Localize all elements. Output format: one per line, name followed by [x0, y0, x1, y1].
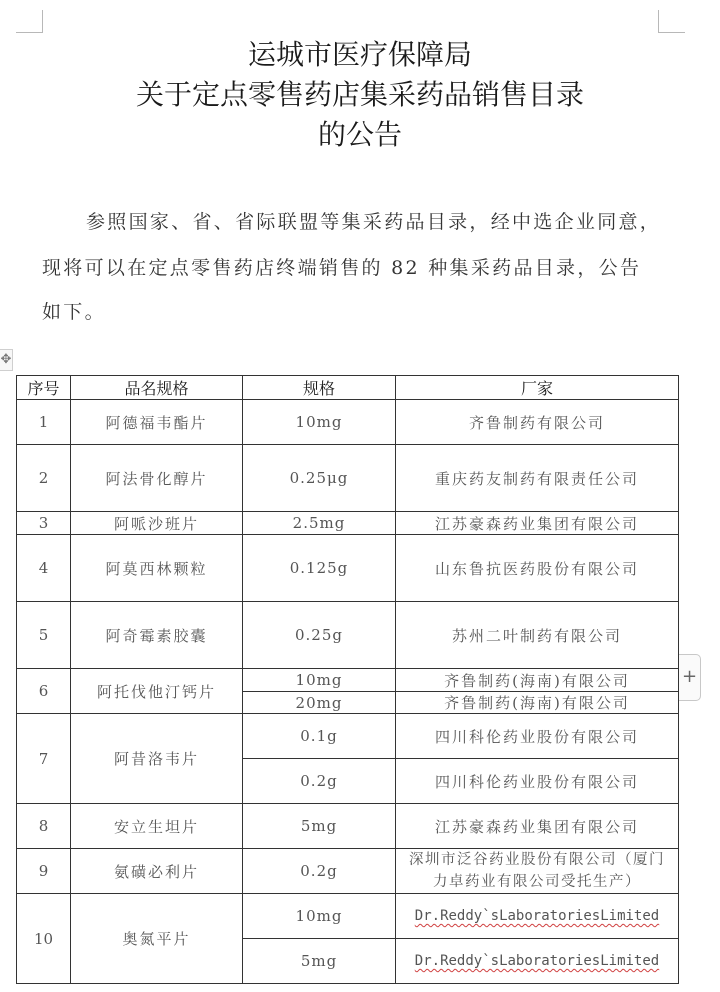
cell-name: 阿奇霉素胶囊 [71, 602, 243, 669]
table-row [17, 400, 679, 445]
cell-no: 5 [17, 602, 71, 669]
cell-name: 阿法骨化醇片 [71, 445, 243, 512]
drug-catalog-table [16, 375, 679, 984]
cell-maker-line-1: 深圳市泛谷药业股份有限公司（厦门 [409, 852, 665, 868]
header-spec: 规格 [243, 376, 396, 400]
cell-no: 9 [17, 849, 71, 894]
cell-name: 氨磺必利片 [71, 849, 243, 894]
cell-name: 阿托伐他汀钙片 [71, 669, 243, 714]
spellcheck-underlined-text: Dr.Reddy`sLaboratoriesLimited [414, 953, 660, 969]
spellcheck-underlined-text: Dr.Reddy`sLaboratoriesLimited [414, 908, 660, 924]
cell-maker: 四川科伦药业股份有限公司 [396, 714, 679, 759]
cell-spec: 0.125g [243, 535, 396, 602]
table-row [17, 714, 679, 759]
cell-name: 阿昔洛韦片 [71, 714, 243, 804]
cell-spec: 10mg [243, 669, 396, 692]
header-name: 品名规格 [71, 376, 243, 400]
page-corner-mark-top-right [658, 10, 685, 33]
header-no: 序号 [17, 376, 71, 400]
cell-spec: 0.25μg [243, 445, 396, 512]
table-row [17, 535, 679, 602]
table-row [17, 849, 679, 894]
cell-maker [396, 849, 679, 894]
title-line-3: 的公告 [317, 118, 402, 151]
cell-maker: 山东鲁抗医药股份有限公司 [396, 535, 679, 602]
cell-spec: 5mg [243, 939, 396, 984]
cell-maker-line-2: 力卓药业有限公司受托生产） [433, 874, 641, 890]
cell-name: 阿德福韦酯片 [71, 400, 243, 445]
table-row [17, 804, 679, 849]
table-move-handle-icon[interactable]: ✥ [0, 349, 13, 371]
table-row [17, 445, 679, 512]
cell-name: 阿莫西林颗粒 [71, 535, 243, 602]
cell-no: 6 [17, 669, 71, 714]
cell-spec: 20mg [243, 692, 396, 714]
header-maker: 厂家 [396, 376, 679, 400]
page-corner-mark-top-left [16, 10, 43, 33]
intro-paragraph-line-3: 如下。 [42, 301, 106, 323]
cell-spec: 0.2g [243, 849, 396, 894]
cell-spec: 10mg [243, 400, 396, 445]
cell-maker: 齐鲁制药(海南)有限公司 [396, 692, 679, 714]
cell-spec: 5mg [243, 804, 396, 849]
cell-maker: 齐鲁制药(海南)有限公司 [396, 669, 679, 692]
table-header-row [17, 376, 679, 400]
cell-no: 1 [17, 400, 71, 445]
cell-spec: 2.5mg [243, 512, 396, 535]
cell-name: 安立生坦片 [71, 804, 243, 849]
cell-spec: 0.1g [243, 714, 396, 759]
intro-paragraph-line-1: 参照国家、省、省际联盟等集采药品目录，经中选企业同意， [86, 211, 662, 233]
cell-name: 奥氮平片 [71, 894, 243, 984]
cell-maker: 四川科伦药业股份有限公司 [396, 759, 679, 804]
intro-paragraph-line-2: 现将可以在定点零售药店终端销售的 82 种集采药品目录，公告 [42, 257, 642, 279]
table-row [17, 602, 679, 669]
cell-no: 4 [17, 535, 71, 602]
cell-name: 阿哌沙班片 [71, 512, 243, 535]
cell-maker [396, 939, 679, 984]
table-row [17, 512, 679, 535]
cell-no: 8 [17, 804, 71, 849]
cell-no: 10 [17, 894, 71, 984]
title-line-1: 运城市医疗保障局 [247, 38, 472, 71]
table-add-column-icon[interactable]: + [679, 654, 701, 701]
cell-maker: 苏州二叶制药有限公司 [396, 602, 679, 669]
table-row [17, 669, 679, 692]
table-row [17, 894, 679, 939]
cell-spec: 0.25g [243, 602, 396, 669]
cell-no: 7 [17, 714, 71, 804]
title-line-2: 关于定点零售药店集采药品销售目录 [135, 78, 584, 111]
cell-spec: 10mg [243, 894, 396, 939]
cell-no: 3 [17, 512, 71, 535]
cell-maker: 江苏豪森药业集团有限公司 [396, 512, 679, 535]
cell-no: 2 [17, 445, 71, 512]
cell-maker: 重庆药友制药有限责任公司 [396, 445, 679, 512]
cell-spec: 0.2g [243, 759, 396, 804]
cell-maker [396, 894, 679, 939]
cell-maker: 江苏豪森药业集团有限公司 [396, 804, 679, 849]
cell-maker: 齐鲁制药有限公司 [396, 400, 679, 445]
